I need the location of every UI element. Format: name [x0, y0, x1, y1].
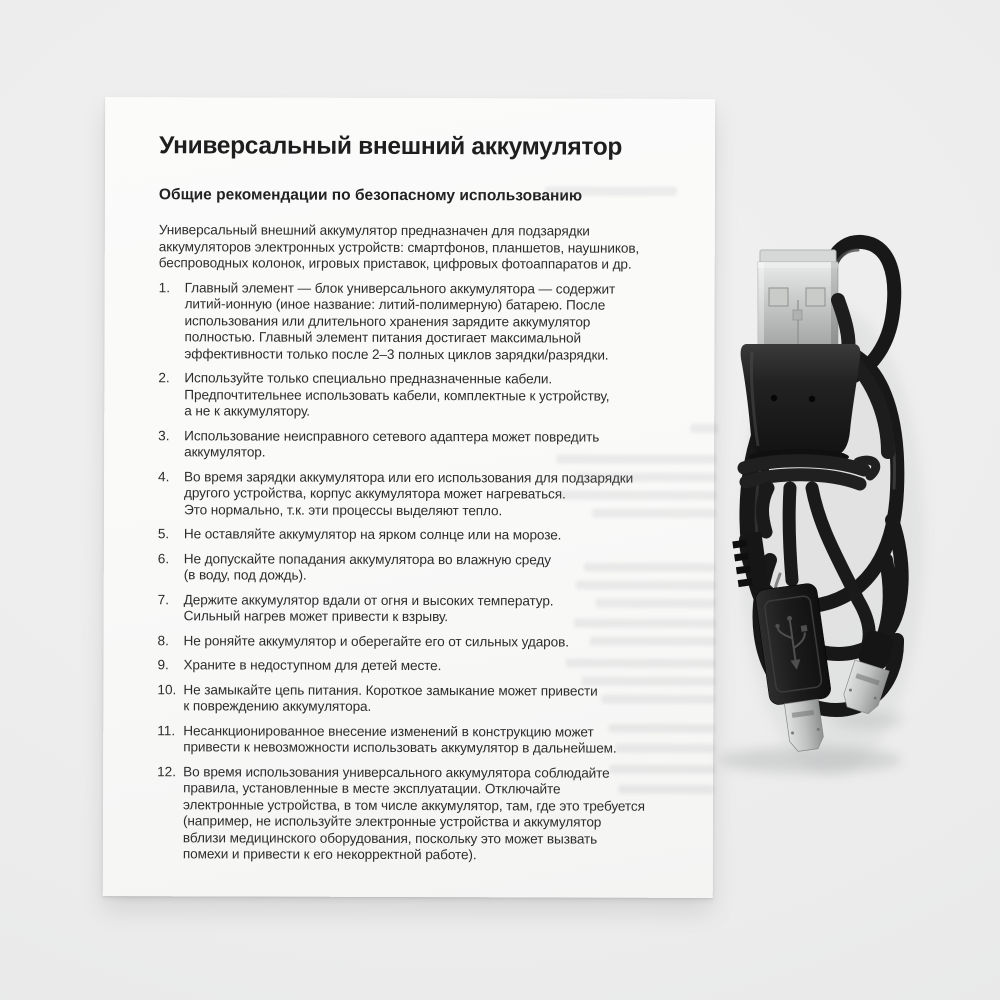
list-item-text: Храните в недоступном для детей месте. [183, 657, 442, 674]
list-item-number: 7. [157, 591, 170, 607]
list-item-number: 1. [158, 279, 171, 295]
list-item-text: Не допускайте попадания аккумулятора во влажную среду (в воду, под дождь). [183, 550, 551, 583]
list-item-text: Не замыкайте цепь питания. Короткое замыкание может привести к повреждению аккумулятора. [183, 681, 598, 714]
list-item-text: Не оставляйте аккумулятор на ярком солнце или на морозе. [183, 526, 562, 543]
intro-paragraph: Универсальный внешний аккумулятор предназначен для подзарядки аккумуляторов электронных устройств: смартфонов, планшетов, наушников, беспроводных колонок, игровых приставок, цифровых фотоаппаратов и др. [158, 222, 640, 272]
list-item-number: 12. [157, 763, 177, 779]
list-item-text: Держите аккумулятор вдали от огня и высоких температур. Сильный нагрев может привести к взрыву. [183, 591, 554, 625]
list-item-text: Главный элемент — блок универсального аккумулятора — содержит литий-ионную (иное название: литий-полимерную) батарею. После использования или длительного хранения зарядите аккумулятор полностью. Главный элемент питания достигает максимальной эффективности только после 2–3 полных циклов зарядки/разрядки. [184, 279, 616, 363]
list-item-number: 4. [158, 468, 170, 484]
page-title: Универсальный внешний аккумулятор [159, 132, 623, 161]
list-item-number: 5. [157, 526, 170, 542]
list-item-number: 6. [157, 550, 170, 566]
list-item-text: Не роняйте аккумулятор и оберегайте его от сильных ударов. [183, 632, 569, 650]
list-item-number: 3. [158, 427, 170, 443]
section-heading: Общие рекомендации по безопасному использованию [158, 186, 583, 205]
list-item-number: 9. [157, 657, 169, 673]
list-item-number: 11. [157, 722, 176, 738]
usb-a-strain-relief [741, 344, 861, 465]
list-item-text: Во время зарядки аккумулятора или его использования для подзарядки другого устройства, корпус аккумулятора может нагреваться. Это нормально, т.к. эти процессы выделяют тепло. [183, 468, 634, 518]
cable-twist-tie [744, 460, 876, 484]
list-item-text: Использование неисправного сетевого адаптера может повредить аккумулятор. [184, 427, 600, 460]
usb-a-connector [758, 250, 838, 346]
list-item-number: 8. [157, 632, 169, 648]
list-item-text: Несанкционированное внесение изменений в конструкцию может привести к невозможности использовать аккумулятор в дальнейшем. [183, 722, 617, 756]
list-item-text: Во время использования универсального аккумулятора соблюдайте правила, установленные в месте эксплуатации. Отключайте электронные устройства, в том числе аккумулятор, там, где это требуется (например, не используйте электронные устройства и аккумулятор вблизи медицинского оборудования, поскольку это может вызвать помехи и привести к его некорректной работе). [182, 763, 645, 863]
list-item-text: Используйте только специально предназначенные кабели. Предпочтительнее использовать кабели, комплектные к устройству, а не к аккумулятору. [184, 370, 610, 419]
list-item-number: 2. [158, 370, 170, 386]
list-item-number: 10. [157, 681, 177, 697]
